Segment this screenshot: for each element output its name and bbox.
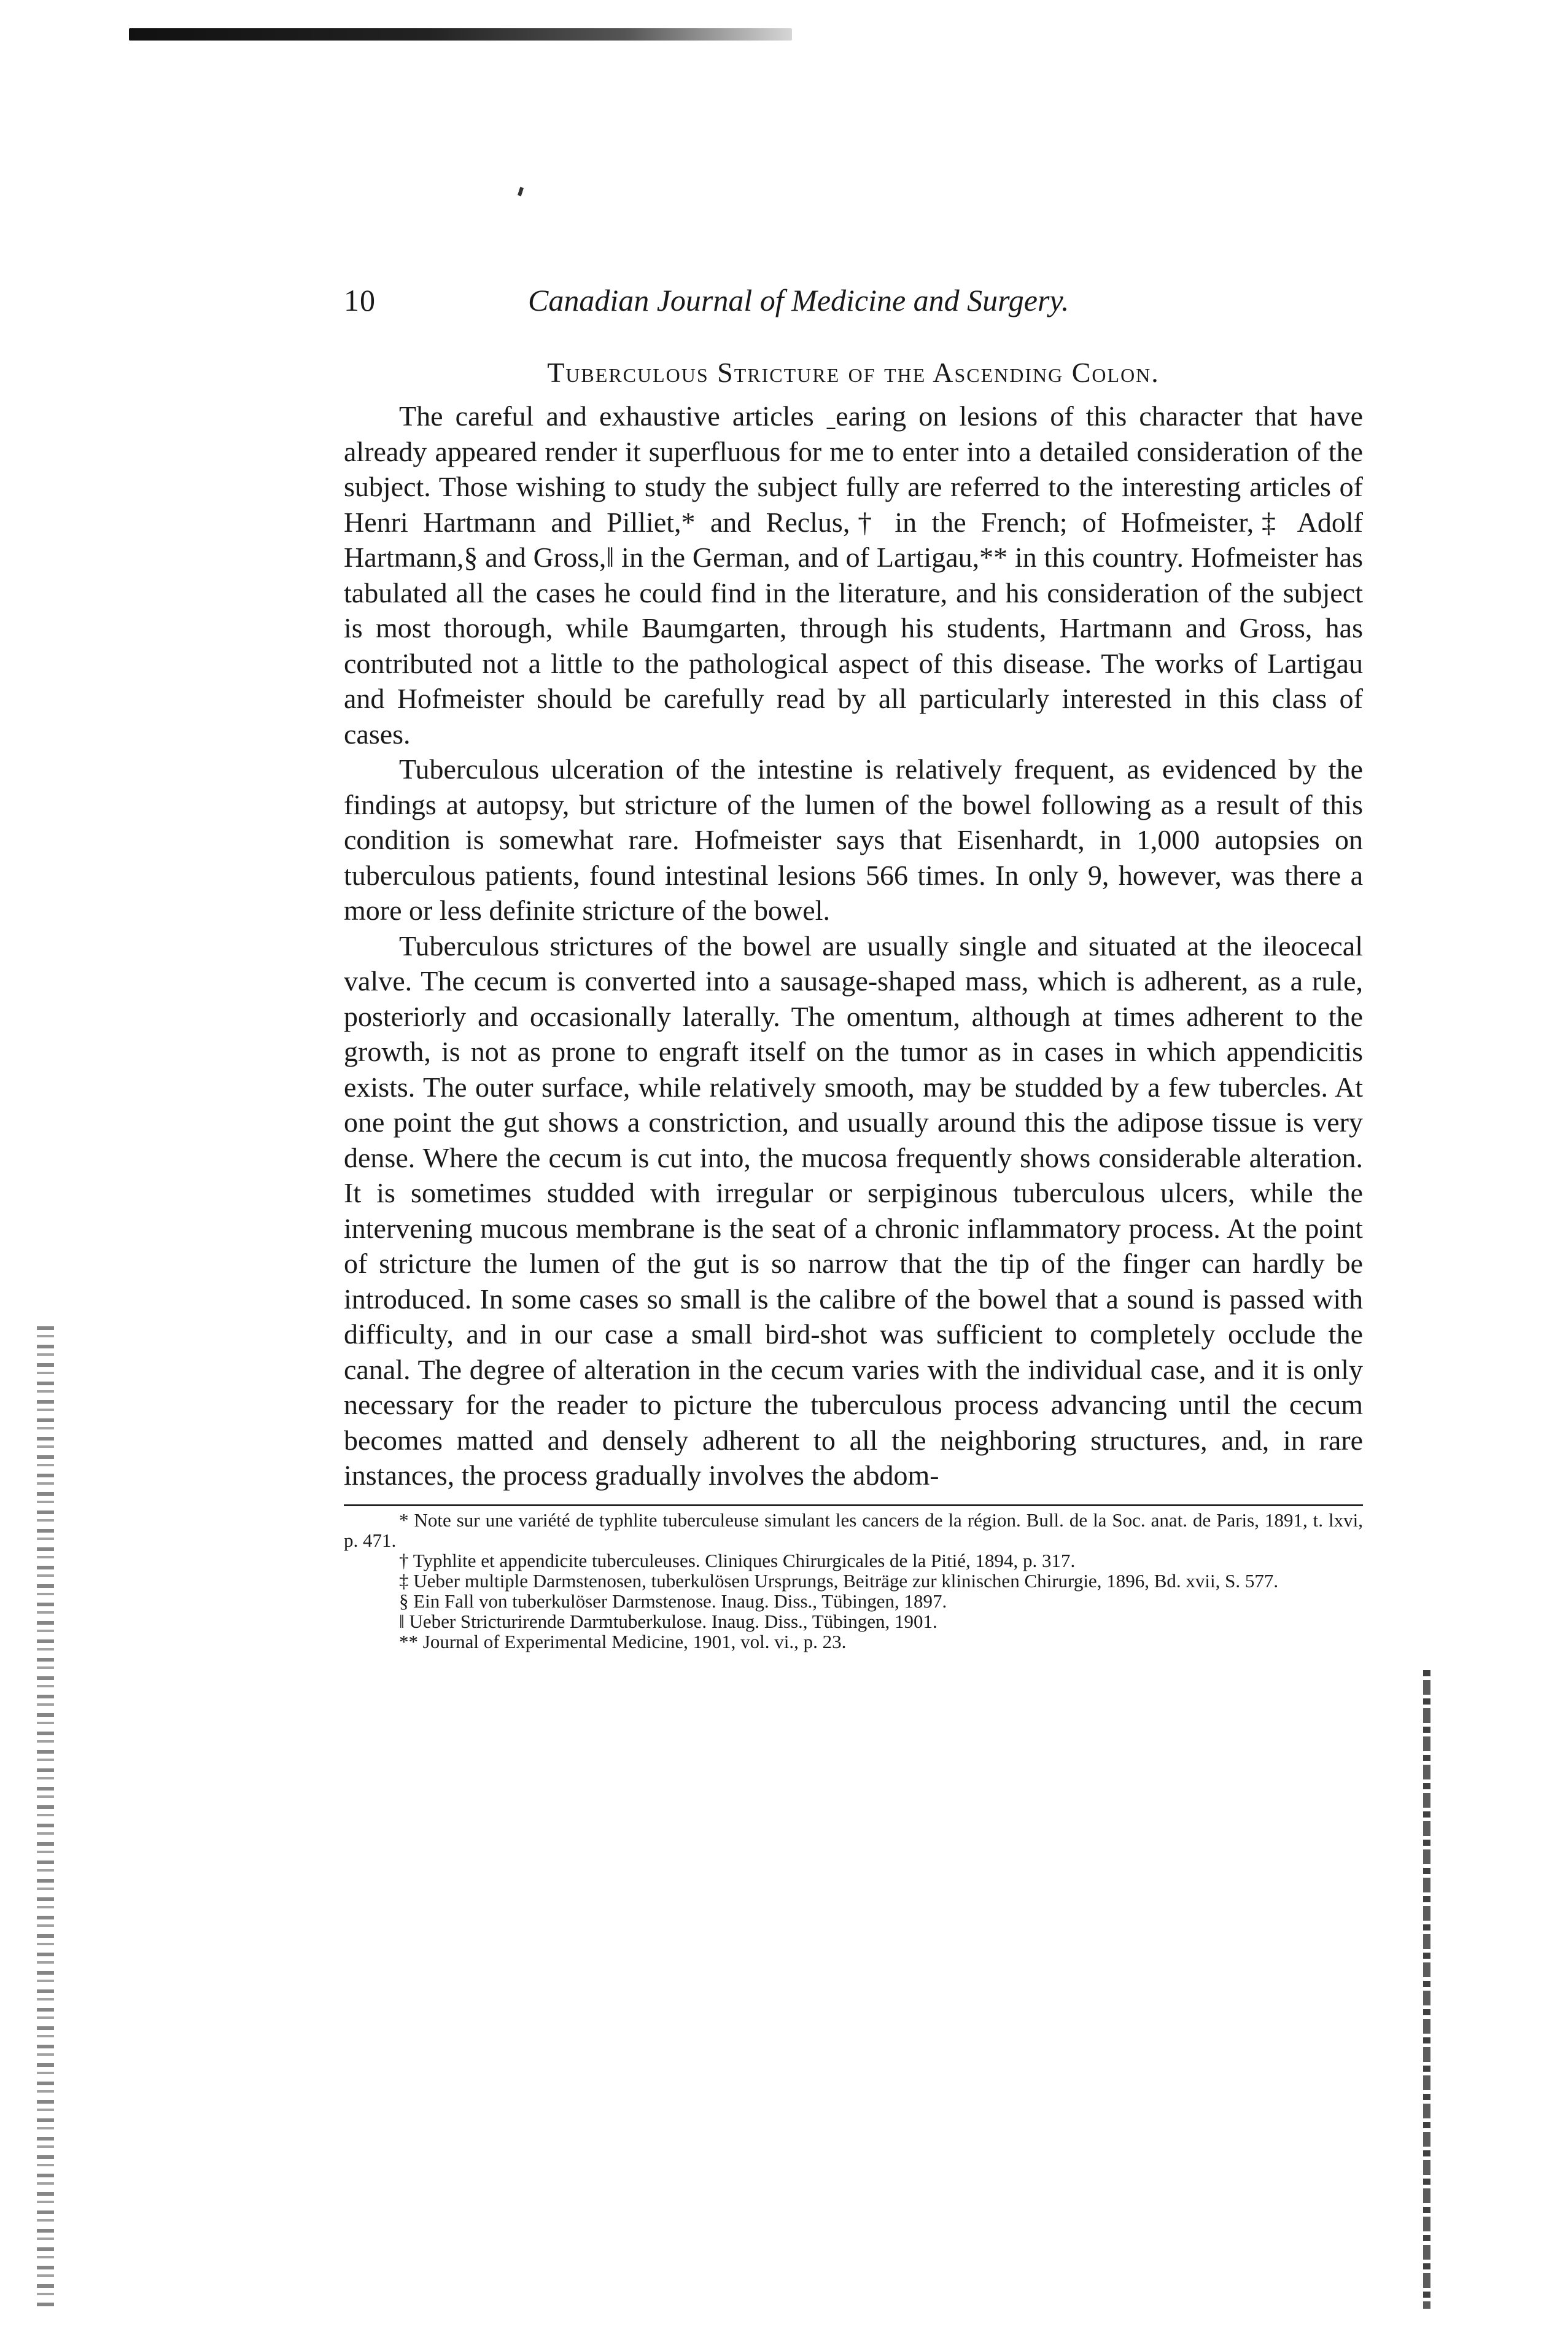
footnote-rule xyxy=(344,1504,1363,1506)
running-head xyxy=(344,282,1363,332)
journal-page xyxy=(344,282,1363,1652)
article-body xyxy=(344,399,1363,1493)
stray-ink-mark xyxy=(518,187,524,196)
footnote: * Note sur une variété de typhlite tuberculeuse simulant les cancers de la région. Bull. de la Soc. anat. de Paris, 1891, t. lxvi, p. 471. xyxy=(344,1509,1363,1551)
scan-right-edge-shadow xyxy=(1423,1670,1430,2309)
article-title: Tuberculous Stricture of the Ascending Colon. xyxy=(547,357,1160,388)
scan-left-edge-shadow xyxy=(37,1326,54,2309)
footnote: ‖ Ueber Stricturirende Darmtuberkulose. Inaug. Diss., Tübingen, 1901. xyxy=(399,1610,937,1632)
page-number: 10 xyxy=(344,283,376,317)
paragraph: Tuberculous strictures of the bowel are usually single and situated at the ileocecal valve. The cecum is converted into a sausage-shaped mass, which is adherent, as a rule, posteriorly and occasionally laterally. The omentum, although at times adherent to the growth, is not as prone to engraft itself on the tumor as in cases in which appendicitis exists. The outer surface, while relatively smooth, may be studded by a few tubercles. At one point the gut shows a constriction, and usually around this the adipose tissue is very dense. Where the cecum is cut into, the mucosa frequently shows considerable alteration. It is sometimes studded with irregular or serpiginous tuberculous ulcers, while the intervening mucous membrane is the seat of a chronic inflammatory process. At the point of stricture the lumen of the gut is so narrow that the tip of the finger can hardly be introduced. In some cases so small is the calibre of the bowel that a sound is passed with difficulty, and in our case a small bird-shot was sufficient to completely occlude the canal. The degree of alteration in the cecum varies with the individual case, and it is only necessary for the reader to picture the tuberculous process advancing until the cecum becomes matted and densely adherent to all the neighboring structures, and, in rare instances, the process gradually involves the abdom- xyxy=(344,930,1363,1491)
journal-title: Canadian Journal of Medicine and Surgery. xyxy=(528,283,1069,317)
paragraph: Tuberculous ulceration of the intestine is relatively frequent, as evidenced by the findings at autopsy, but stricture of the lumen of the bowel following as a result of this condition is somewhat rare. Hofmeister says that Eisenhardt, in 1,000 autopsies on tuberculous patients, found intestinal lesions 566 times. In only 9, however, was there a more or less definite stricture of the bowel. xyxy=(344,753,1363,926)
paragraph: The careful and exhaustive articles ˍearing on lesions of this character that have already appeared render it superfluous for me to enter into a detailed consideration of the subject. Those wishing to study the subject fully are referred to the interesting articles of Henri Hartmann and Pilliet,* and Reclus,† in the French; of Hofmeister,‡ Adolf Hartmann,§ and Gross,‖ in the German, and of Lartigau,** in this country. Hofmeister has tabulated all the cases he could find in the literature, and his consideration of the subject is most thorough, while Baumgarten, through his students, Hartmann and Gross, has contributed not a little to the pathological aspect of this disease. The works of Lartigau and Hofmeister should be carefully read by all particularly interested in this class of cases. xyxy=(344,400,1363,750)
footnote: § Ein Fall von tuberkulöser Darmstenose. Inaug. Diss., Tübingen, 1897. xyxy=(399,1590,947,1612)
footnote: ‡ Ueber multiple Darmstenosen, tuberkulösen Ursprungs, Beiträge zur klinischen Chirurgie, 1896, Bd. xvii, S. 577. xyxy=(399,1569,1279,1592)
footnote: † Typhlite et appendicite tuberculeuses. Cliniques Chirurgicales de la Pitié, 1894, p. 317. xyxy=(399,1549,1076,1571)
scan-top-edge-bar xyxy=(129,28,792,41)
footnote: ** Journal of Experimental Medicine, 1901, vol. vi., p. 23. xyxy=(399,1630,847,1652)
footnotes xyxy=(344,1510,1363,1652)
